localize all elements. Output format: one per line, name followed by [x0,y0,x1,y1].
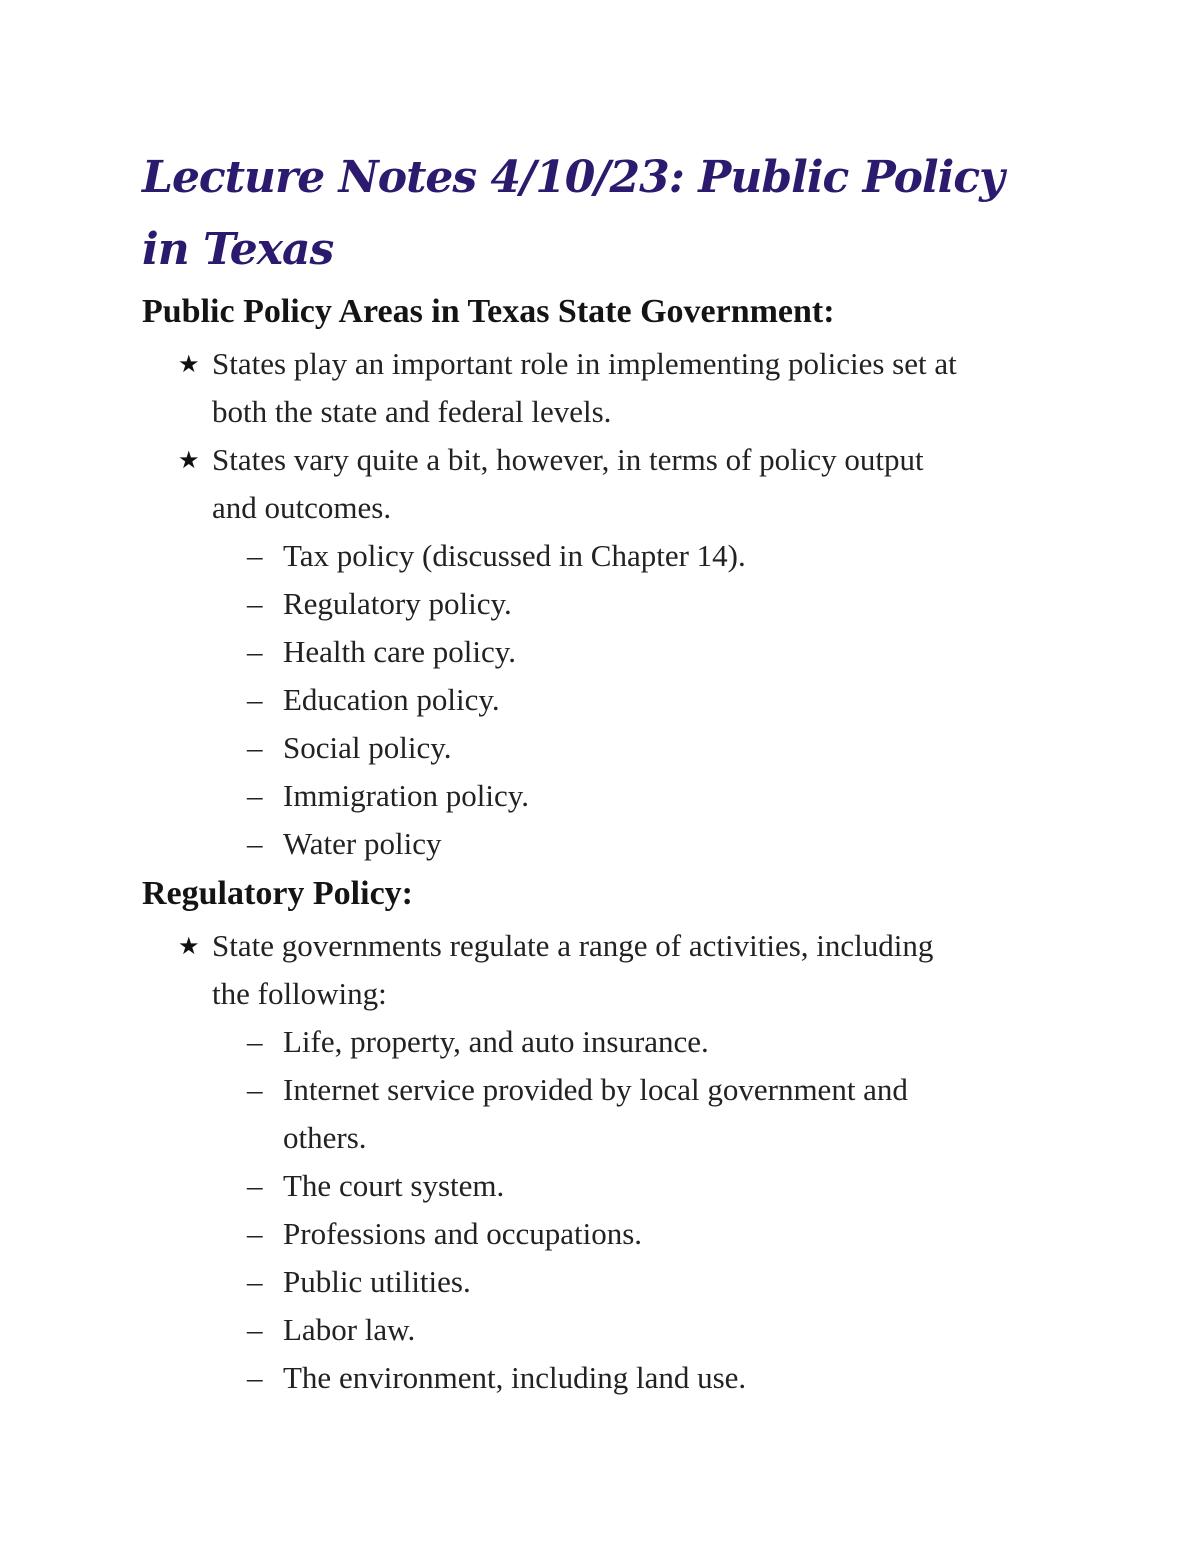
bullet-text: States vary quite a bit, however, in terms of policy output [212,442,924,477]
dash-bullet-icon: – [247,1312,263,1347]
list-item: Water policy [283,826,442,861]
dash-bullet-icon: – [247,1216,263,1251]
dash-bullet-icon: – [247,1360,263,1395]
list-item: Life, property, and auto insurance. [283,1024,709,1059]
dash-bullet-icon: – [247,586,263,621]
list-item: The environment, including land use. [283,1360,747,1395]
dash-bullet-icon: – [247,1024,263,1059]
list-item: Professions and occupations. [283,1216,643,1251]
star-bullet-icon: ★ [178,350,200,378]
bullet-text: both the state and federal levels. [212,394,612,429]
list-item: The court system. [283,1168,505,1203]
dash-bullet-icon: – [247,1072,263,1107]
list-item: Tax policy (discussed in Chapter 14). [283,538,746,573]
dash-bullet-icon: – [247,826,263,861]
list-item: Social policy. [283,730,452,765]
bullet-text: and outcomes. [212,490,392,525]
dash-bullet-icon: – [247,730,263,765]
list-item: Regulatory policy. [283,586,512,621]
list-item: Health care policy. [283,634,516,669]
section-heading-policy-areas: Public Policy Areas in Texas State Government: [142,293,835,330]
dash-bullet-icon: – [247,634,263,669]
bullet-text: States play an important role in implementing policies set at [212,346,957,381]
list-item: Internet service provided by local government and [283,1072,908,1107]
list-item: Labor law. [283,1312,416,1347]
list-item: Public utilities. [283,1264,471,1299]
bullet-text: State governments regulate a range of activities, including [212,928,934,963]
dash-bullet-icon: – [247,682,263,717]
list-item-continuation: others. [283,1120,367,1155]
dash-bullet-icon: – [247,1168,263,1203]
star-bullet-icon: ★ [178,932,200,960]
dash-bullet-icon: – [247,1264,263,1299]
dash-bullet-icon: – [247,538,263,573]
dash-bullet-icon: – [247,778,263,813]
list-item: Education policy. [283,682,500,717]
list-item: Immigration policy. [283,778,529,813]
bullet-text: the following: [212,976,387,1011]
page-title: Lecture Notes 4/10/23: Public Policy in Texas [142,152,1004,275]
star-bullet-icon: ★ [178,446,200,474]
section-heading-regulatory-policy: Regulatory Policy: [142,875,413,912]
